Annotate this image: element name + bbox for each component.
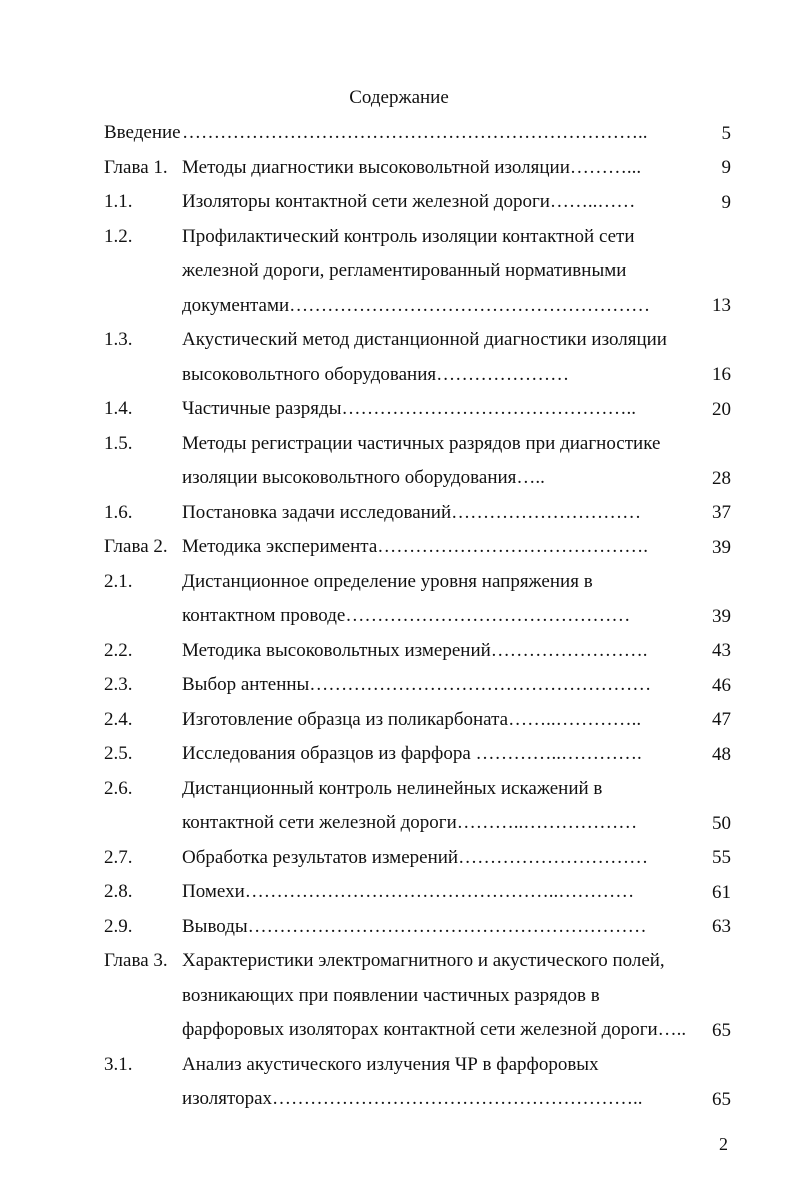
toc-entry-title [182,427,660,496]
toc-entry [0,668,798,703]
toc-entry-number: 2.7. [104,846,133,868]
toc-entry-page: 55 [712,847,731,868]
toc-entry-number: 2.1. [104,570,133,592]
toc-entry-page: 9 [721,191,731,213]
toc-entry-line: Изоляторы контактной сети железной дороги……..…… [182,191,636,212]
toc-entry-number: Глава 2. [104,536,168,557]
toc-entry-title [182,668,651,703]
toc-entry-number: 2.9. [104,915,133,937]
toc-entry-title [182,392,636,427]
toc-entry [0,530,798,565]
toc-entry-page: 20 [712,398,731,420]
toc-entry [0,116,798,151]
page-number: 2 [719,1134,728,1154]
toc-entry-page: 65 [712,1088,731,1110]
toc-entry-number: 2.4. [104,708,133,730]
toc-entry-number: 2.2. [104,639,133,661]
toc-entry-title [182,496,641,531]
toc-entry-line: Характеристики электромагнитного и акустического полей, [182,950,665,971]
toc-entry-page: 63 [712,916,731,937]
toc-entry-line: Выводы……………………………………………………… [182,915,647,937]
toc-entry-line: Методика высоковольтных измерений……………………. [182,639,648,661]
toc-entry-line: Профилактический контроль изоляции контактной сети [182,225,635,247]
toc-entry [0,1048,798,1117]
toc-entry-line: контактной сети железной дороги………..……………… [182,812,638,833]
toc-entry-page: 13 [712,295,731,316]
toc-entry-number: 1.6. [104,501,133,523]
toc-entry-title [182,737,642,772]
toc-entry-line: фарфоровых изоляторах контактной сети железной дороги….. [182,1019,687,1040]
page-title: Содержание [349,87,449,108]
toc-entry-number: Глава 3. [104,950,168,971]
toc-entry-line: Методика эксперимента……………………………………. [182,536,649,557]
toc-entry-line: документами………………………………………………… [182,294,651,316]
toc-entry-line: Анализ акустического излучения ЧР в фарфоровых [182,1053,599,1075]
toc-entry-page: 46 [712,674,731,696]
toc-entry-page: 37 [712,502,731,523]
toc-entry-number: 1.4. [104,398,133,419]
toc-entry-page: 5 [721,122,731,144]
toc-entry-number: 2.5. [104,743,133,764]
toc-entry [0,392,798,427]
toc-entry-number: Введение [104,122,181,143]
toc-entry-line: Исследования образцов из фарфора …………..…………. [182,743,642,764]
toc-entry-line: Дистанционное определение уровня напряжения в [182,570,593,592]
toc-entry-title [182,185,635,220]
toc-entry [0,323,798,392]
toc-entry-title [182,151,641,186]
toc-entry-page: 28 [712,467,731,489]
toc-entry-title [182,634,648,669]
toc-entry-line: Обработка результатов измерений………………………… [182,846,649,868]
toc-entry [0,634,798,669]
toc-entry [0,427,798,496]
toc-entry-number: 1.1. [104,191,133,212]
toc-entry-number: 3.1. [104,1053,133,1075]
toc-entry-number: Глава 1. [104,156,168,178]
toc-entry-line: Методы регистрации частичных разрядов при диагностике [182,432,661,454]
toc-entry-line: высоковольтного оборудования………………… [182,363,570,385]
toc-entry-page: 39 [712,536,731,558]
toc-entry-title [182,116,648,151]
toc-entry-line: возникающих при появлении частичных разрядов в [182,984,600,1006]
toc-entry-page: 16 [712,364,731,385]
toc-entry-title [182,910,647,945]
toc-entry-number: 2.6. [104,777,133,799]
toc-entry-line: контактном проводе……………………………………… [182,605,631,626]
toc-entry-line: Частичные разряды……………………………………….. [182,398,636,419]
toc-entry [0,565,798,634]
toc-entry-number: 1.2. [104,225,133,247]
toc-entry-line: Акустический метод дистанционной диагностики изоляции [182,329,667,350]
toc-entry [0,496,798,531]
toc-entry-title [182,565,630,634]
toc-entry [0,737,798,772]
toc-entry-line: Дистанционный контроль нелинейных искажений в [182,777,603,799]
toc-entry [0,772,798,841]
toc-entry [0,910,798,945]
toc-entry-title [182,841,648,876]
toc-entry-page: 48 [712,743,731,765]
toc-entry-title [182,944,687,1048]
toc-entry [0,875,798,910]
toc-entry-page: 43 [712,640,731,661]
toc-entry [0,220,798,324]
toc-entry-page: 61 [712,881,731,903]
toc-entry-title [182,323,667,392]
toc-entry-page: 47 [712,709,731,730]
toc-entry [0,944,798,1048]
toc-entry-title [182,530,648,565]
toc-entry-number: 2.3. [104,674,133,695]
toc-entry-line: изоляторах………………………………………………….. [182,1088,643,1109]
toc-entry-number: 2.8. [104,881,133,902]
toc-entry-line: Изготовление образца из поликарбоната……..………….. [182,708,642,730]
toc-entry-line: Постановка задачи исследований………………………… [182,501,642,523]
toc-entry-title [182,772,637,841]
toc-entry-line: Методы диагностики высоковольтной изоляции………... [182,156,642,178]
toc-entry-title [182,703,641,738]
toc-entry-number: 1.3. [104,329,133,350]
toc-entry-page: 39 [712,605,731,627]
toc-entry-line: ……………………………………………………………….. [182,122,648,143]
toc-entry-number: 1.5. [104,432,133,454]
toc-entry [0,841,798,876]
toc-entry-page: 9 [721,157,731,178]
toc-entry-line: железной дороги, регламентированный нормативными [182,260,627,281]
toc-entry-title [182,1048,643,1117]
toc-entry-title [182,875,634,910]
toc-entry [0,151,798,186]
toc-entry-page: 50 [712,812,731,834]
toc-entry [0,185,798,220]
toc-entry-line: Помехи…………………………………………..………… [182,881,635,902]
toc-entry-line: Выбор антенны……………………………………………… [182,674,652,695]
toc-entry-page: 65 [712,1019,731,1041]
toc-entry-title [182,220,650,324]
toc-entry [0,703,798,738]
toc-entry-line: изоляции высоковольтного оборудования….. [182,467,545,488]
